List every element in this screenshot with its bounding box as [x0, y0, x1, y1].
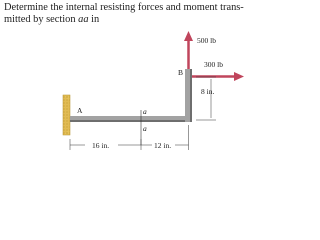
vertical-member	[185, 69, 192, 122]
arm-dimension-label: 8 in.	[201, 87, 215, 96]
section-name: aa	[78, 14, 89, 25]
point-a-label: A	[77, 106, 83, 115]
vertical-force-arrow	[184, 31, 193, 69]
section-label-top: a	[143, 107, 147, 116]
section-label-bottom: a	[143, 124, 147, 133]
horizontal-force-arrow	[192, 72, 244, 81]
left-dimension-label: 16 in.	[92, 141, 110, 150]
arm-dimension	[196, 77, 216, 120]
wall-support	[63, 95, 70, 135]
vertical-force-label: 500 lb	[197, 36, 216, 45]
point-b-label: B	[178, 68, 184, 77]
horizontal-force-label: 300 lb	[204, 60, 223, 69]
right-dimension-label: 12 in.	[154, 141, 172, 150]
horizontal-beam	[70, 116, 192, 122]
problem-line-2: mitted by section aa in	[4, 14, 100, 25]
problem-line-1: Determine the internal resisting forces and moment trans-	[4, 2, 244, 13]
